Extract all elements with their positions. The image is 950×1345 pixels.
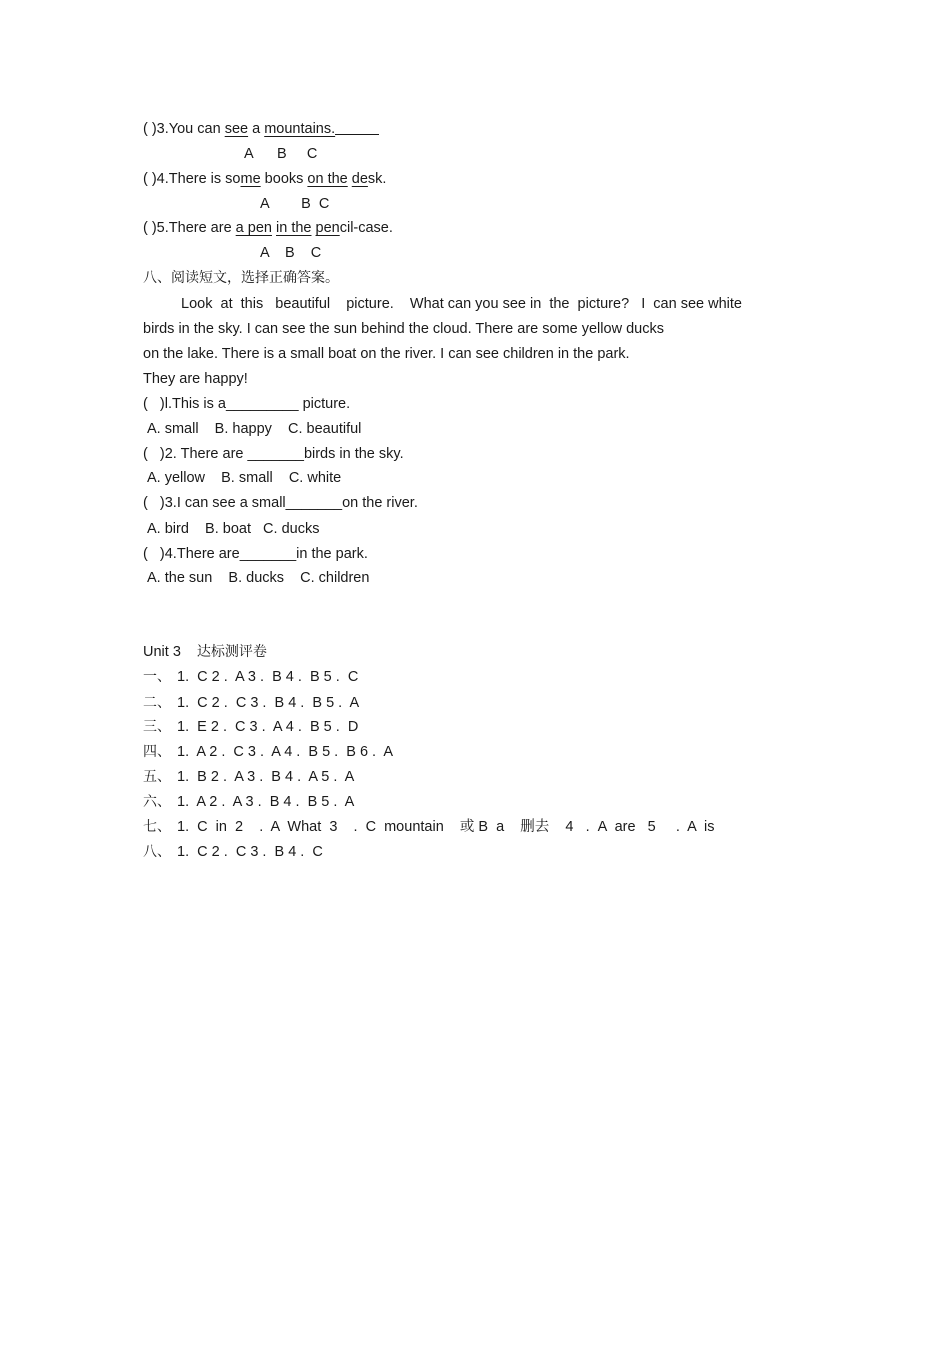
abc-markers: A B C xyxy=(260,196,330,212)
row-label: 六、 xyxy=(143,794,171,810)
answer-row-3 xyxy=(143,718,358,736)
question-7-5 xyxy=(143,219,393,237)
row-label: 七、 xyxy=(143,819,171,835)
underlined-word-c: pen xyxy=(315,220,340,236)
q-text: ( )4.There is so xyxy=(143,171,241,187)
question-7-4 xyxy=(143,170,386,188)
passage-line: Look at this beautiful picture. What can you see in the picture? I can see white xyxy=(181,296,742,312)
q-text: ( )3.You can xyxy=(143,121,225,137)
passage-line: They are happy! xyxy=(143,371,248,387)
answer-row-6 xyxy=(143,793,354,811)
q-text: a xyxy=(248,121,265,137)
row-label: 五、 xyxy=(143,769,171,785)
row-answers: 1. C 2 . C 3 . B 4 . C xyxy=(177,844,323,860)
row-label: 二、 xyxy=(143,695,171,711)
abc-markers: A B C xyxy=(260,245,322,261)
passage-line: birds in the sky. I can see the sun behind the cloud. There are some yellow ducks xyxy=(143,321,664,337)
options-8-3: A. bird B. boat C. ducks xyxy=(147,521,320,537)
row-answers: 1. E 2 . C 3 . A 4 . B 5 . D xyxy=(177,719,359,735)
underlined-word-b: in the xyxy=(276,220,312,236)
row-label: 一、 xyxy=(143,669,171,685)
question-8-2: ( )2. There are _______birds in the sky. xyxy=(143,446,404,462)
answer-row-5 xyxy=(143,768,354,786)
underlined-word-b: mountains. xyxy=(264,121,336,137)
row-answers: 1. C in 2 . A What 3 . C mountain 或 B a 删去 4 . A are 5 . A is xyxy=(177,819,715,835)
answer-row-8 xyxy=(143,843,323,861)
underlined-word-a: see xyxy=(224,121,249,137)
test-title: 达标测评卷 xyxy=(196,644,267,660)
answer-row-4 xyxy=(143,743,393,761)
underlined-word-a: a pen xyxy=(235,220,272,236)
row-answers: 1. B 2 . A 3 . B 4 . A 5 . A xyxy=(177,769,355,785)
answer-key-title xyxy=(143,643,267,661)
options-8-4: A. the sun B. ducks C. children xyxy=(147,570,370,586)
answer-row-2 xyxy=(143,694,359,712)
options-8-2: A. yellow B. small C. white xyxy=(147,470,342,486)
q-text: books xyxy=(260,171,308,187)
question-8-4: ( )4.There are_______in the park. xyxy=(143,546,368,562)
passage-line: on the lake. There is a small boat on the river. I can see children in the park. xyxy=(143,346,630,362)
row-answers: 1. A 2 . A 3 . B 4 . B 5 . A xyxy=(177,794,355,810)
q-text: cil-case. xyxy=(339,220,393,236)
unit-label: Unit 3 xyxy=(143,644,181,660)
question-8-1: ( )l.This is a_________ picture. xyxy=(143,396,351,412)
row-label: 四、 xyxy=(143,744,171,760)
row-answers: 1. A 2 . C 3 . A 4 . B 5 . B 6 . A xyxy=(177,744,394,760)
options-8-1: A. small B. happy C. beautiful xyxy=(147,421,362,437)
answer-blank[interactable] xyxy=(335,120,379,135)
row-label: 三、 xyxy=(143,719,171,735)
abc-markers: A B C xyxy=(244,146,318,162)
answer-row-1 xyxy=(143,668,358,686)
q-text: sk. xyxy=(367,171,387,187)
underlined-word-b: on the xyxy=(307,171,348,187)
underlined-word-a: me xyxy=(240,171,261,187)
row-label: 八、 xyxy=(143,844,171,860)
row-answers: 1. C 2 . A 3 . B 4 . B 5 . C xyxy=(177,669,359,685)
answer-row-7 xyxy=(143,818,715,836)
q-text: ( )5.There are xyxy=(143,220,236,236)
question-7-3 xyxy=(143,120,379,138)
section-heading-8: 八、阅读短文，选择正确答案。 xyxy=(143,270,339,286)
question-8-3: ( )3.I can see a small_______on the river. xyxy=(143,495,418,511)
underlined-word-c: de xyxy=(351,171,368,187)
row-answers: 1. C 2 . C 3 . B 4 . B 5 . A xyxy=(177,695,360,711)
